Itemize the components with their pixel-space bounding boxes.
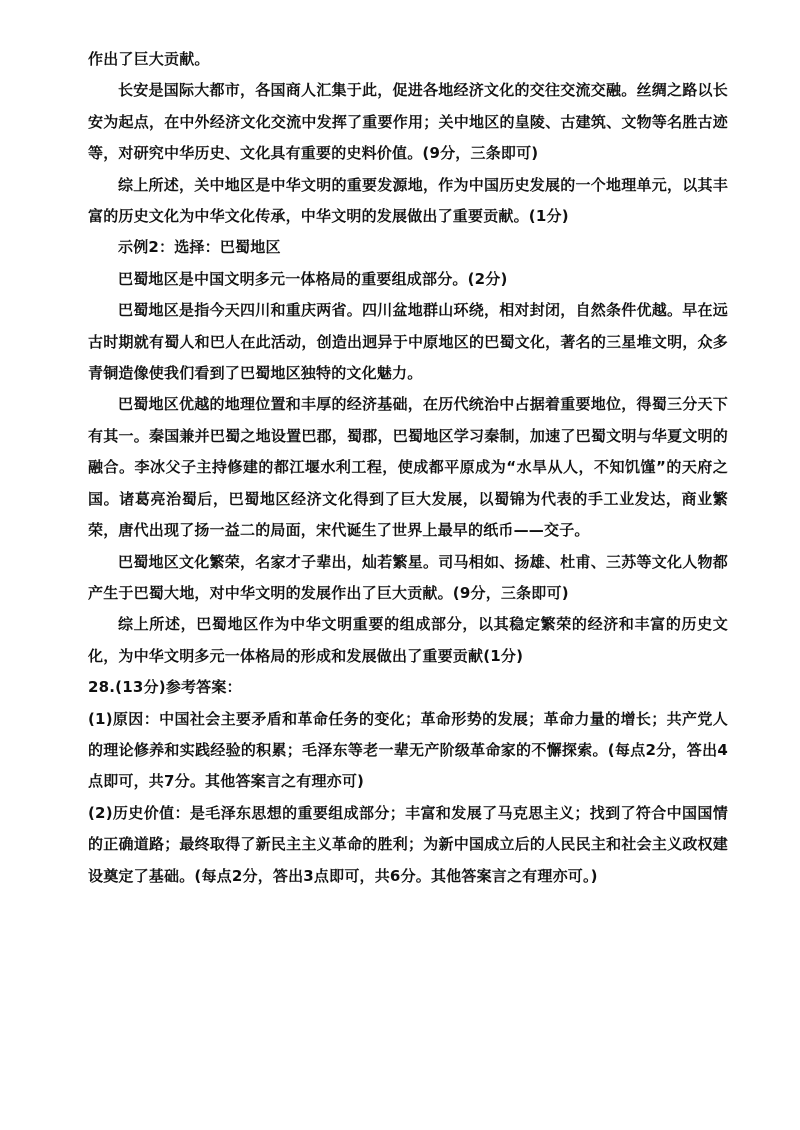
paragraph-bashu-intro: 巴蜀地区是中国文明多元一体格局的重要组成部分。(2分) — [118, 269, 508, 288]
question-28-item-2: (2)历史价值：是毛泽东思想的重要组成部分；丰富和发展了马克思主义；找到了符合中国国情的正确道路；最终取得了新民主主义革命的胜利；为新中国成立后的人民民主和社会主义政权建设奠定了基础。(每点2分，答出3点即可，共6分。其他答案言之有理亦可。) — [88, 803, 728, 885]
example-2-title: 示例2：选择：巴蜀地区 — [118, 238, 281, 257]
question-28-heading: 28.(13分)参考答案： — [88, 678, 242, 697]
paragraph-continuation: 作出了巨大贡献。 — [88, 50, 210, 68]
paragraph-bashu-geography: 巴蜀地区是指今天四川和重庆两省。四川盆地群山环绕，相对封闭，自然条件优越。早在远古时期就有蜀人和巴人在此活动，创造出迥异于中原地区的巴蜀文化，著名的三星堆文明，众多青铜造像使我们看到了巴蜀地区独特的文化魅力。 — [88, 301, 728, 383]
paragraph-bashu-summary: 综上所述，巴蜀地区作为中华文明重要的组成部分，以其稳定繁荣的经济和丰富的历史文化，为中华文明多元一体格局的形成和发展做出了重要贡献(1分) — [88, 615, 728, 665]
answer-key-page — [88, 44, 728, 892]
question-28-item-1: (1)原因：中国社会主要矛盾和革命任务的变化；革命形势的发展；革命力量的增长；共产党人的理论修养和实践经验的积累；毛泽东等老一辈无产阶级革命家的不懈探索。(每点2分，答出4点即可，共7分。其他答案言之有理亦可) — [88, 709, 728, 791]
paragraph-changan: 长安是国际大都市，各国商人汇集于此，促进各地经济文化的交往交流交融。丝绸之路以长安为起点，在中外经济文化交流中发挥了重要作用；关中地区的皇陵、古建筑、文物等名胜古迹等，对研究中华历史、文化具有重要的史料价值。(9分，三条即可) — [88, 81, 728, 163]
paragraph-guanzhong-summary: 综上所述，关中地区是中华文明的重要发源地，作为中国历史发展的一个地理单元，以其丰富的历史文化为中华文化传承，中华文明的发展做出了重要贡献。(1分) — [88, 175, 728, 226]
paragraph-bashu-culture: 巴蜀地区文化繁荣，名家才子辈出，灿若繁星。司马相如、扬雄、杜甫、三苏等文化人物都产生于巴蜀大地，对中华文明的发展作出了巨大贡献。(9分，三条即可) — [88, 552, 728, 602]
paragraph-bashu-economy: 巴蜀地区优越的地理位置和丰厚的经济基础，在历代统治中占据着重要地位，得蜀三分天下有其一。秦国兼并巴蜀之地设置巴郡，蜀郡，巴蜀地区学习秦制，加速了巴蜀文明与华夏文明的融合。李冰父子主持修建的都江堰水利工程，使成都平原成为“水旱从人，不知饥馑”的天府之国。诸葛亮治蜀后，巴蜀地区经济文化得到了巨大发展，以蜀锦为代表的手工业发达，商业繁荣，唐代出现了扬一益二的局面，宋代诞生了世界上最早的纸币——交子。 — [88, 395, 728, 540]
